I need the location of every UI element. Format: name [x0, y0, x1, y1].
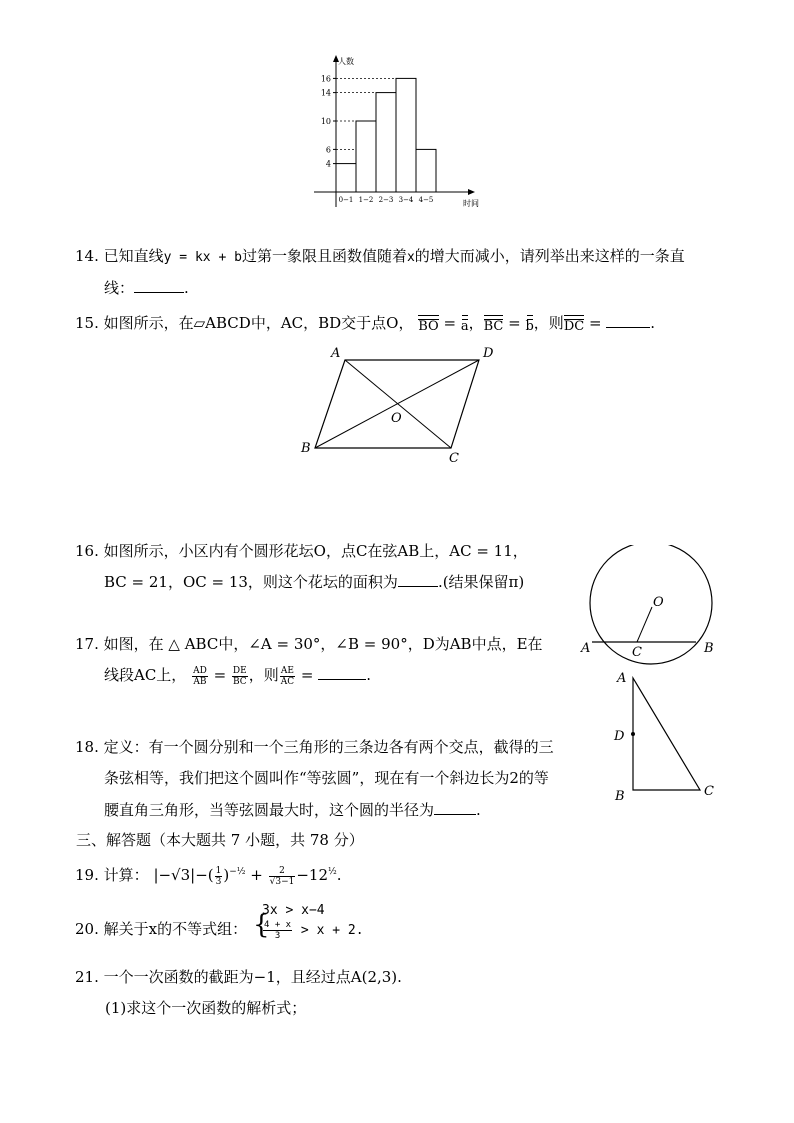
question-19: 19. 计算： |−√3|−( $\frac{1}{3}$ )$^{-\frac{1}{2}}$ + $\frac{2}{√3-1}$ $-12^{\frac{1}{2}}$.: [75, 865, 342, 887]
label-B: B: [615, 789, 625, 804]
section-title: 三、解答题（本大题共 7 小题，共 78 分）: [76, 831, 364, 849]
question-17: 17. 如图，在 △ ABC中，∠A = 30°，∠B = 90°，D为AB中点，E在: [75, 635, 543, 653]
x-tick-label: 2−3: [378, 196, 394, 204]
y-tick-label: 14: [320, 88, 331, 98]
question-21-part1: (1)求这个一次函数的解析式；: [105, 999, 307, 1017]
bar: [376, 93, 396, 192]
y-tick-label: 16: [320, 74, 331, 84]
bar: [396, 78, 416, 192]
x-axis-label: 时间: [463, 199, 479, 208]
answer-blank: [134, 278, 184, 293]
inequality-2: $\frac{4 + x}{3}$ > x + 2.: [264, 920, 364, 941]
x-tick-label: 1−2: [358, 196, 374, 204]
label-O: O: [653, 595, 664, 610]
parallelogram-figure: [295, 340, 505, 470]
bar: [336, 164, 356, 192]
x-tick-label: 4−5: [418, 196, 434, 204]
label-B: B: [704, 641, 714, 656]
triangle-figure: [605, 665, 720, 805]
bar: [416, 149, 436, 192]
question-16: 16. 如图所示，小区内有个圆形花坛O，点C在弦AB上，AC = 11，: [75, 542, 528, 560]
label-A: A: [617, 671, 627, 686]
question-16-line2: BC = 21，OC = 13，则这个花坛的面积为 .(结果保留π): [104, 573, 525, 591]
inequality-1: 3x > x−4: [262, 903, 325, 918]
question-14-line2: 线： .: [104, 279, 189, 297]
answer-blank: [398, 572, 438, 587]
question-18-line3: 腰直角三角形，当等弦圆最大时，这个圆的半径为 .: [104, 801, 481, 819]
question-15: 15. 如图所示，在▱ABCD中，AC，BD交于点O， BO = a， BC = b，则 DC = .: [75, 314, 656, 334]
histogram-chart: [300, 50, 500, 210]
question-20: 20. 解关于x的不等式组：: [75, 920, 248, 938]
label-C: C: [704, 784, 714, 799]
x-axis-arrow: [468, 189, 475, 195]
y-tick-label: 10: [320, 117, 331, 126]
label-D: D: [614, 729, 625, 744]
question-21: 21. 一个一次函数的截距为−1，且经过点A(2,3).: [75, 968, 402, 986]
label-A: A: [331, 346, 341, 361]
label-C: C: [449, 451, 459, 466]
label-B: B: [301, 441, 311, 456]
question-18: 18. 定义：有一个圆分别和一个三角形的三条边各有两个交点，截得的三: [75, 738, 554, 756]
label-O: O: [391, 411, 402, 426]
question-18-line2: 条弦相等，我们把这个圆叫作“等弦圆”，现在有一个斜边长为2的等: [104, 769, 549, 787]
label-D: D: [483, 346, 494, 361]
circle-figure: [575, 545, 725, 665]
y-tick-label: 6: [325, 145, 331, 155]
y-tick-label: 4: [325, 159, 331, 169]
y-axis-label: 人数: [338, 57, 354, 66]
bar: [356, 121, 376, 192]
question-14: 14. 已知直线y = kx + b过第一象限且函数值随着x的增大而减小，请列举出来这样的一条直: [75, 247, 685, 265]
x-tick-label: 3−4: [398, 196, 414, 204]
question-17-line2: 线段AC上， $\frac{AD}{AB}$ = $\frac{DE}{BC}$ ，则 $\frac{AE}{AC}$ = .: [104, 665, 372, 687]
label-C: C: [632, 645, 642, 660]
answer-blank: [606, 313, 650, 328]
brace: {: [253, 910, 270, 940]
x-tick-label: 0−1: [338, 196, 354, 204]
answer-blank: [318, 665, 366, 680]
answer-blank: [434, 800, 476, 815]
label-A: A: [581, 641, 591, 656]
